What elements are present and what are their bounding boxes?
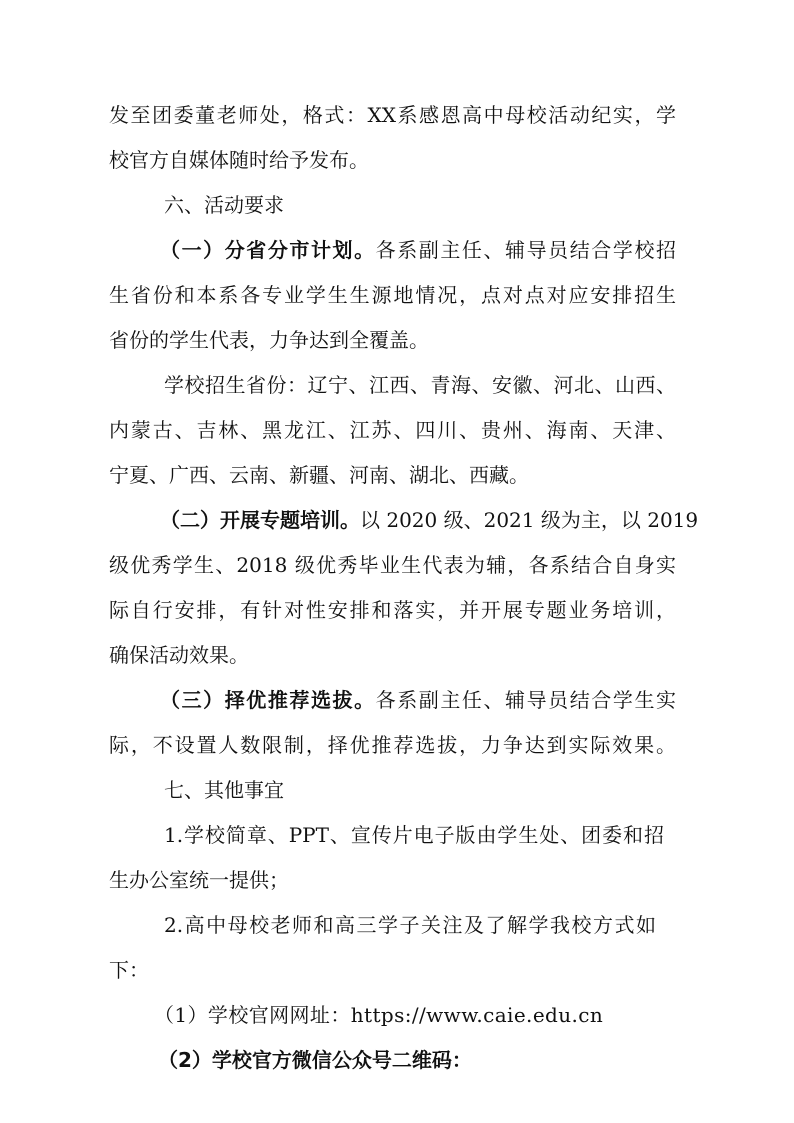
paragraph-line: 宁夏、广西、云南、新疆、河南、湖北、西藏。 [109, 463, 529, 487]
paragraph-line: 级优秀学生、2018 级优秀毕业生代表为辅，各系结合自身实 [109, 553, 676, 577]
section-heading-7: 七、其他事宜 [164, 778, 284, 802]
paragraph-text: 以 2020 级、2021 级为主，以 2019 [360, 508, 699, 532]
paragraph-line: 际自行安排，有针对性安排和落实，并开展专题业务培训， [109, 598, 676, 622]
paragraph-line [160, 686, 676, 714]
paragraph-line [160, 236, 676, 264]
paragraph-line: 际，不设置人数限制，择优推荐选拔，力争达到实际效果。 [109, 733, 676, 757]
paragraph-line: 下： [109, 958, 149, 982]
paragraph-text: 各系副主任、辅导员结合学生实 [375, 688, 677, 712]
subsection-title-2: （二）开展专题培训。 [160, 508, 360, 532]
paragraph-line: 发至团委董老师处，格式：XX系感恩高中母校活动纪实，学 [109, 103, 676, 127]
paragraph-line: 生办公室统一提供； [109, 868, 289, 892]
paragraph-line: 确保活动效果。 [109, 643, 249, 667]
paragraph-line: 1.学校简章、PPT、宣传片电子版由学生处、团委和招 [164, 823, 664, 847]
paragraph-line: 生省份和本系各专业学生生源地情况，点对点对应安排招生 [109, 283, 676, 307]
subsection-title-3: （三）择优推荐选拔。 [160, 688, 376, 712]
paragraph-line: 学校招生省份：辽宁、江西、青海、安徽、河北、山西、 [164, 373, 676, 397]
subsection-title-1: （一）分省分市计划。 [160, 238, 376, 262]
section-heading-6: 六、活动要求 [164, 193, 284, 217]
website-line: （1）学校官网网址：https://www.caie.edu.cn [154, 1003, 604, 1027]
paragraph-line: 2.高中母校老师和高三学子关注及了解学我校方式如 [164, 913, 656, 937]
wechat-qr-line: （2）学校官方微信公众号二维码： [158, 1048, 472, 1072]
paragraph-text: 各系副主任、辅导员结合学校招 [375, 238, 677, 262]
paragraph-line [160, 506, 699, 534]
paragraph-line: 内蒙古、吉林、黑龙江、江苏、四川、贵州、海南、天津、 [109, 418, 676, 442]
paragraph-line: 校官方自媒体随时给予发布。 [109, 148, 369, 172]
paragraph-line: 省份的学生代表，力争达到全覆盖。 [109, 328, 429, 352]
